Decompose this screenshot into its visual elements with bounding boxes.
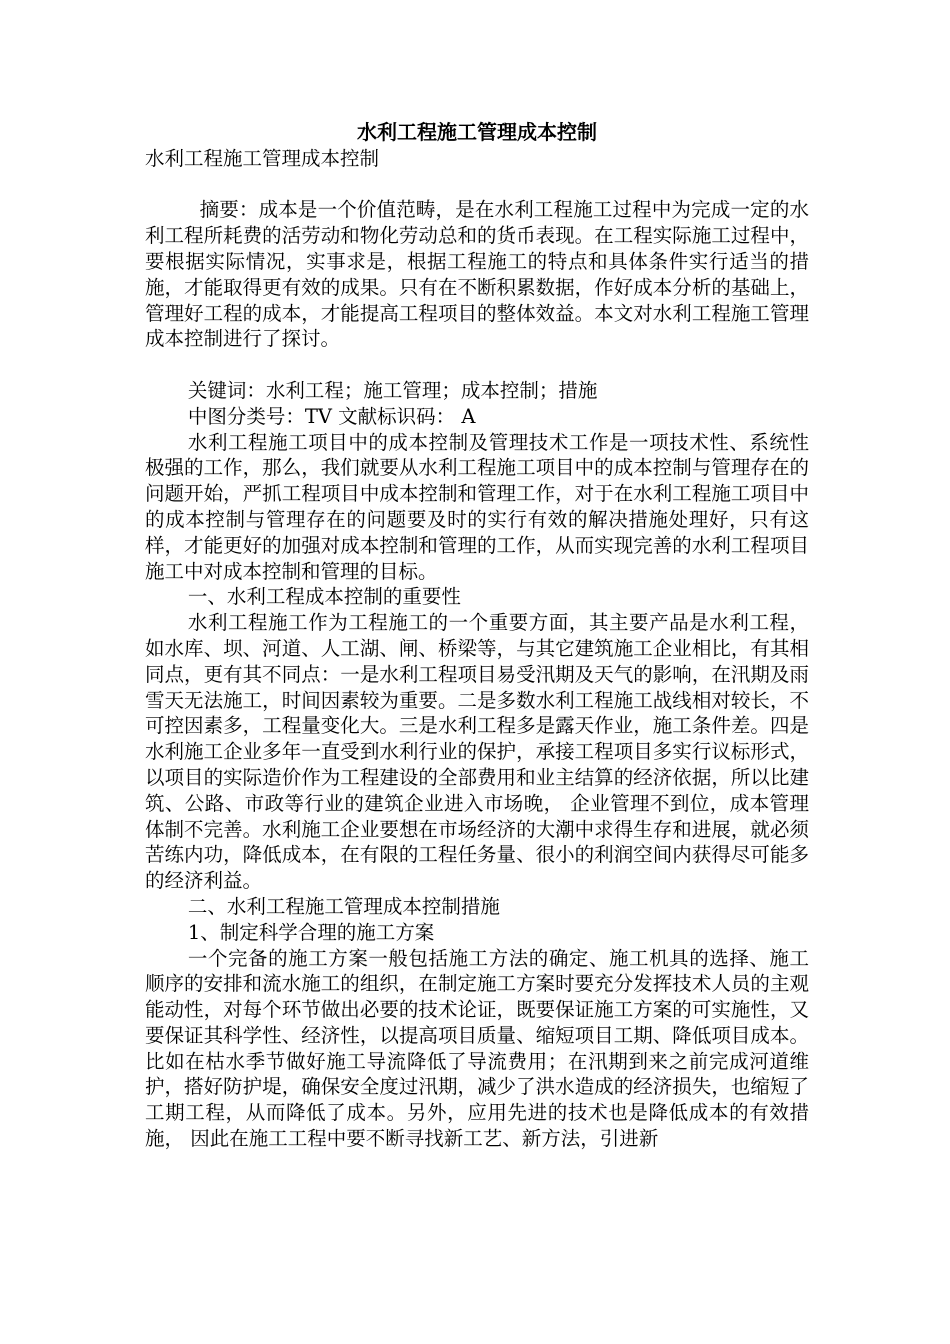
document-page: [145, 120, 809, 1152]
subsection-heading-2-1: 1、制定科学合理的施工方案: [187, 920, 435, 944]
classification-line: 中图分类号：TV 文献标识码： A: [187, 404, 476, 428]
document-title: 水利工程施工管理成本控制: [357, 120, 597, 144]
intro-paragraph: 水利工程施工项目中的成本控制及管理技术工作是一项技术性、系统性极强的工作，那么，我们就要从水利工程施工项目中的成本控制与管理存在的问题开始，严抓工程项目中成本控制和管理工作，对于在水利工程施工项目中的成本控制与管理存在的问题要及时的实行有效的解决措施处理好，只有这样，才能更好的加强对成本控制和管理的工作，从而实现完善的水利工程项目施工中对成本控制和管理的目标。: [145, 430, 809, 583]
subsection-2-1-paragraph: 一个完备的施工方案一般包括施工方法的确定、施工机具的选择、施工顺序的安排和流水施工的组织，在制定施工方案时要充分发挥技术人员的主观能动性，对每个环节做出必要的技术论证，既要保证施工方案的可实施性，又要保证其科学性、经济性，以提高项目质量、缩短项目工期、降低项目成本。比如在枯水季节做好施工导流降低了导流费用；在汛期到来之前完成河道维护，搭好防护堤，确保安全度过汛期，减少了洪水造成的经济损失，也缩短了工期工程，从而降低了成本。另外，应用先进的技术也是降低成本的有效措施， 因此在施工工程中要不断寻找新工艺、新方法，引进新: [145, 946, 809, 1151]
blank-line: [145, 172, 809, 198]
blank-line: [145, 352, 809, 378]
keywords-line: 关键词：水利工程；施工管理；成本控制；措施: [187, 378, 598, 402]
section-heading-2: 二、水利工程施工管理成本控制措施: [187, 894, 500, 918]
section-1-paragraph: 水利工程施工作为工程施工的一个重要方面，其主要产品是水利工程，如水库、坝、河道、人工湖、闸、桥梁等，与其它建筑施工企业相比，有其相同点，更有其不同点：一是水利工程项目易受汛期及天气的影响，在汛期及雨雪天无法施工，时间因素较为重要。二是多数水利工程施工战线相对较长，不可控因素多，工程量变化大。三是水利工程多是露天作业，施工条件差。四是水利施工企业多年一直受到水利行业的保护，承接工程项目多实行议标形式，以项目的实际造价作为工程建设的全部费用和业主结算的经济依据，所以比建筑、公路、市政等行业的建筑企业进入市场晚， 企业管理不到位，成本管理体制不完善。水利施工企业要想在市场经济的大潮中求得生存和进展，就必须苦练内功，降低成本，在有限的工程任务量、很小的利润空间内获得尽可能多的经济利益。: [145, 611, 809, 893]
document-subtitle: 水利工程施工管理成本控制: [145, 146, 380, 170]
abstract-paragraph: 摘要：成本是一个价值范畴，是在水利工程施工过程中为完成一定的水利工程所耗费的活劳动和物化劳动总和的货币表现。在工程实际施工过程中，要根据实际情况，实事求是，根据工程施工的特点和具体条件实行适当的措施，才能取得更有效的成果。只有在不断积累数据，作好成本分析的基础上，管理好工程的成本，才能提高工程项目的整体效益。本文对水利工程施工管理成本控制进行了探讨。: [145, 198, 809, 351]
section-heading-1: 一、水利工程成本控制的重要性: [187, 585, 461, 609]
